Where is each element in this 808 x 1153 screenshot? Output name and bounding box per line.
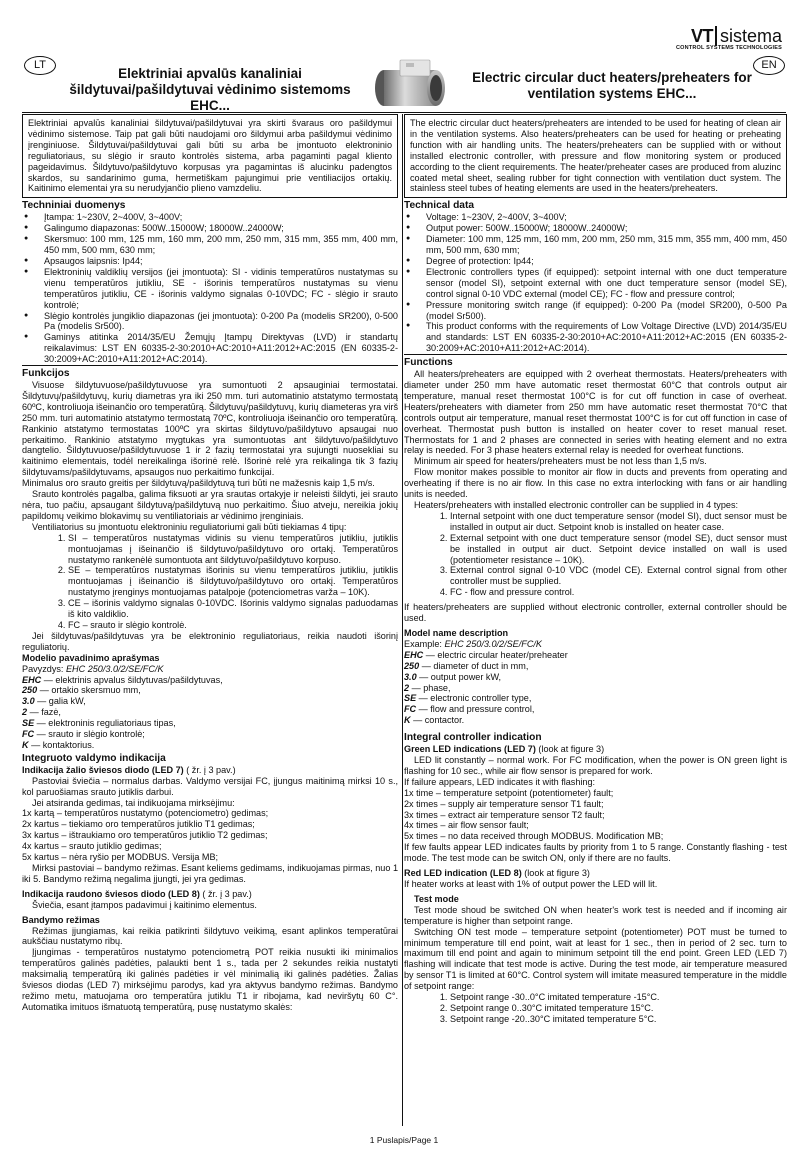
model-item [404, 650, 787, 661]
paragraph: 1x time – temperature setpoint (potentiometer) fault; [404, 787, 614, 798]
model-value: — elektrinis apvalus šildytuvas/pašildytuvas, [41, 674, 223, 685]
paragraph: 5x kartus – nėra ryšio per MODBUS. Versija MB; [22, 852, 219, 863]
list-item: ● Pressure monitoring switch range (if equipped): 0-200 Pa (model SR200), 0-500 Pa (model Sr500). [426, 300, 787, 322]
model-title-lt: Modelio pavadinimo aprašymas [22, 652, 160, 663]
duct-heater-image [372, 54, 452, 112]
section-title-indication-en: Integral controller indication [404, 732, 542, 744]
section-title-func-en: Functions [404, 357, 453, 369]
lang-badge-en: EN [753, 56, 785, 75]
list-item: 1. Setpoint range -30..0°C imitated temperature -15°C. [450, 992, 787, 1003]
model-key: 2 [22, 707, 28, 718]
list-item: ● Elektroninių valdiklių versijos (jei įmontuota): SI - vidinis temperatūros nustatymas su vienu temperatūros jutikliu, SE - išorinis temperatūros nustatymas su vienu temperatūros jutikliu, CE - išorinis valdymo signalas 0-10VDC; FC - slėgio ir srauto kontrolė; [44, 267, 398, 311]
model-key: K [404, 715, 411, 726]
list-item: ● Skersmuo: 100 mm, 125 mm, 160 mm, 200 mm, 250 mm, 315 mm, 355 mm, 400 mm, 450 mm, 500 mm, 630 mm; [44, 234, 398, 256]
paragraph: Režimas įjungiamas, kai reikia patikrinti šildytuvo veikimą, esant aplinkos temperatūrai aukščiau nustatymo ribų. [22, 925, 398, 947]
model-example-value: EHC 250/3.0/2/SE/FC/K [65, 663, 164, 674]
model-key: 2 [404, 682, 410, 693]
column-lt [22, 114, 398, 1013]
paragraph: Flow monitor makes possible to monitor air flow in ducts and prevents from operating and overheating if there is no air flow. In this case no extra interlocking with fans or air handling units is needed. [404, 467, 787, 500]
list-item: ● Galingumo diapazonas: 500W..15000W; 18000W..24000W; [44, 223, 398, 234]
model-item [22, 675, 398, 686]
list-item: ● Įtampa: 1~230V, 2~400V, 3~400V; [44, 212, 398, 223]
model-value: — elektroninis reguliatoriaus tipas, [34, 718, 176, 729]
list-item: 3. Setpoint range -20..30°C imitated temperature 5°C. [450, 1014, 787, 1025]
paragraph: 4x times – air flow sensor fault; [404, 820, 529, 831]
list-item: ● This product conforms with the requirements of Low Voltage Directive (LVD) 2014/35/EU and standards: LST EN 60335-2-30:2010+AC:2010+A11:2012+AC:2015 (EN 60335-2-30:2009+AC:2010+A11:2012+AC:2014). [426, 321, 787, 354]
list-item: ● Output power: 500W..15000W; 18000W..24000W; [426, 223, 787, 234]
green-led-ref: (look at figure 3) [535, 744, 605, 755]
list-item: 1. SI – temperatūros nustatymas vidinis su vienu temperatūros jutikliu, jutiklis montuojamas į išeinančio iš šildytuvo/pašildytuvo oro ortakį. Temperatūros nustatymo rankenėlė sumontuota ant šildytuvo/pašildytuvo korpuso. [68, 533, 398, 566]
paragraph: Switching ON test mode – temperature setpoint (potentiometer) POT must be turned to minimum temperature till end point, wait at least for 1 sec., then in period of 2 sec. turn to maximum till end point and again to minimum setpoint till the end point. Green LED (LED 7) flashing will indicate that test mode is active. During the test mode, air temperature measured by sensor T1 is limited at 60°C. Control system will imitate measured temperature in the middle of setpoint range: [404, 926, 787, 992]
paragraph: Srauto kontrolės pagalba, galima fiksuoti ar yra srautas ortakyje ir neleisti šildyti, jei srauto nėra, tuo pačiu, apsaugant šildytuvą/pašildytuvą nuo perkaitimo. Šiuo atveju, nereikia jokių papildomų veikimo blokavimų su ventiliatoriais ar vėdinimo įrenginiais. [22, 489, 398, 521]
paragraph: Įjungimas - temperatūros nustatymo potenciometrą POT reikia nusukti iki minimalios temperatūros galinės padėties, palaukti bent 1 s., tada per 2 sekundes reikia nustatyti maksimalią temperatūrą iki galinės padėties ir vėl minimalią iki galinės padėties. Žalias šviesos diodas (LED 7) mirksėjimu parodys, kad yra aktyvus bandymo režimas. Bandymo režimo metu, matuojama oro temperatūra jutiklu T1 ir ribojama, kad neviršytų 60 C°. Automatika imituos išmatuotą temperatūrą, pusę nustatymo skalės: [22, 947, 398, 1012]
model-value: — output power kW, [416, 671, 502, 682]
model-key: 3.0 [404, 671, 417, 682]
green-led-ref: ( žr. į 3 pav.) [183, 764, 236, 775]
paragraph: Mirksi pastoviai – bandymo režimas. Esant keliems gedimams, indikuojamas pirmas, nuo 1 iki 5. Bandymo režimą negalima įjungti, jei yra gedimas. [22, 863, 398, 884]
model-value: — electronic controller type, [416, 693, 532, 704]
model-value: — flow and pressure control, [416, 704, 535, 715]
list-item: ● Degree of protection: Ip44; [426, 256, 787, 267]
title-lt [60, 66, 360, 114]
list-item: 3. CE – išorinis valdymo signalas 0-10VDC. Išorinis valdymo signalas paduodamas iš kito valdiklio. [68, 598, 398, 620]
model-value: — fazė, [27, 707, 61, 718]
model-item [404, 661, 787, 672]
list-item: ● Gaminys atitinka 2014/35/EU Žemųjų Įtampų Direktyvas (LVD) ir standartų reikalavimus: LST EN 60335-2-30:2010+AC:2010+A11:2012+AC:2015 (EN 60335-2-30:2009+AC:2010+A11:2012+AC:2014). [44, 332, 398, 365]
model-key: FC [404, 704, 417, 715]
list-item: ● Slėgio kontrolės jungiklio diapazonas (jei įmontuota): 0-200 Pa (modelis SR200), 0-500 Pa (modelis Sr500). [44, 311, 398, 333]
list-item: 4. FC - flow and pressure control. [450, 587, 787, 598]
section-title-func-lt: Funkcijos [22, 368, 70, 380]
model-example-en [404, 639, 787, 650]
list-item: ● Voltage: 1~230V, 2~400V, 3~400V; [426, 212, 787, 223]
model-value: — diameter of duct in mm, [419, 660, 529, 671]
model-item [22, 685, 398, 696]
section-title-tech-lt: Techniniai duomenys [22, 200, 126, 212]
test-mode-title-lt: Bandymo režimas [22, 914, 100, 925]
model-title-en: Model name description [404, 627, 509, 638]
red-led-title: Red LED indication (LED 8) [404, 868, 522, 879]
model-example-label: Example: [404, 638, 445, 649]
model-item [404, 693, 787, 704]
controller-types-en [404, 511, 787, 598]
model-key: EHC [404, 649, 424, 660]
model-key: SE [404, 693, 417, 704]
list-item: 2. SE – temperatūros nustatymas išorinis su vienu temperatūros jutikliu, jutiklis montuojamas į išeinančio iš šildytuvo/pašildytuvo oro ortakį. Temperatūros nustatymo įrenginys montuojamas patalpoje (potenciometras varža – 10K). [68, 565, 398, 598]
model-value: — phase, [409, 682, 451, 693]
model-key: 3.0 [22, 696, 35, 707]
setpoint-ranges-en [404, 992, 787, 1025]
model-key: SE [22, 718, 35, 729]
list-item: 4. FC – srauto ir slėgio kontrolė. [68, 620, 398, 631]
list-item: ● Apsaugos laipsnis: Ip44; [44, 256, 398, 267]
model-value: — electric circular heater/preheater [423, 649, 568, 660]
red-led-title-lt [22, 889, 398, 900]
title-en-line1: Electric circular duct heaters/preheaters for [472, 70, 752, 85]
paragraph: 2x kartus – tiekiamo oro temperatūros jutiklio T1 gedimas; [22, 819, 255, 830]
model-value: — galia kW, [34, 696, 86, 707]
paragraph: 4x kartus – srauto jutiklio gedimas; [22, 841, 162, 852]
paragraph: If heater works at least with 1% of output power the LED will lit. [404, 879, 658, 889]
model-value: — contactor. [410, 715, 465, 726]
test-mode-title-en: Test mode [414, 893, 459, 904]
model-item [22, 696, 398, 707]
paragraph: Jei šildytuvas/pašildytuvas yra be elektroninio reguliatoriaus, reikia naudoti išorinį reguliatorių. [22, 630, 398, 652]
model-item [404, 672, 787, 683]
paragraph: Šviečia, esant įtampos padavimui į kaitinimo elementus. [32, 899, 257, 910]
title-en [454, 70, 770, 102]
logo-vt: VT [690, 26, 713, 46]
model-item [404, 715, 787, 726]
model-value: — ortakio skersmuo mm, [37, 685, 141, 696]
logo-sistema: sistema [715, 26, 782, 46]
red-led-title-en [404, 868, 787, 879]
tech-list-en [404, 212, 787, 354]
model-item [404, 683, 787, 694]
paragraph: Heaters/preheaters with installed electronic controller can be supplied in 4 types: [414, 500, 739, 510]
company-logo [676, 26, 782, 51]
model-item [22, 740, 398, 751]
paragraph: All heaters/preheaters are equipped with 2 overheat thermostats. Heaters/preheaters with diameter under 250 mm have automatic reset thermostat 60°C that controls output air temperature, manual reset thermostat 100°C is for cut off function in case of overheat. Heaters/preheaters with diameter from 250 mm have automatic reset thermostat 70°C that controls output air temperature, manual reset thermostat 100°C is for cut off function in case of overheat. Thermostat push button is installed on heater cover to reset manual reset. Thermostats for 1 and 2 phases are connected in series with heating element and no extra relay is needed. For 3 phase heaters external relay is needed for overheat functions. [404, 369, 787, 456]
model-item [404, 704, 787, 715]
red-led-title: Indikacija raudono šviesos diodo (LED 8) [22, 888, 200, 899]
intro-en: The electric circular duct heaters/preheaters are intended to be used for heating of clean air in the ventilation systems. Also heaters/preheaters can be used for heating or preheating function with air handling units. The heaters/preheaters can be supplied with or without installed electronic controller, with pressure and flow monitoring system or produced according to the client requirements. The heater/preheater cases are produced from aluzinc coated metal sheet, sealing rubber for tight connection with ventilation duct system. The stainless steel tubes of heating elements are used in the heaters/preheaters. [404, 114, 787, 198]
title-en-line2: ventilation systems EHC... [527, 86, 697, 101]
list-item: 2. Setpoint range 0..30°C imitated temperature 15°C. [450, 1003, 787, 1014]
model-value: — kontaktorius. [28, 739, 95, 750]
model-key: 250 [22, 685, 38, 696]
model-key: EHC [22, 674, 42, 685]
paragraph: 2x times – supply air temperature sensor T1 fault; [404, 798, 604, 809]
header-divider [22, 112, 786, 113]
green-led-title-lt [22, 765, 398, 776]
logo-subtitle: CONTROL SYSTEMS TECHNOLOGIES [675, 45, 782, 51]
column-en [404, 114, 787, 1025]
list-item: 2. External setpoint with one duct temperature sensor (model SE), duct sensor must be installed in output air duct. Setpoint device installed on wall is used (potentiometer resistance – 10K). [450, 533, 787, 566]
lang-badge-lt: LT [24, 56, 56, 75]
model-item [22, 729, 398, 740]
paragraph: Pastoviai šviečia – normalus darbas. Valdymo versijai FC, įjungus maitinimą mirksi 10 s., kol paruošiamas srauto jutiklis darbui. [22, 775, 398, 797]
model-example-value: EHC 250/3.0/2/SE/FC/K [444, 638, 542, 649]
green-led-title: Green LED indications (LED 7) [404, 744, 536, 755]
paragraph: Ventiliatorius su įmontuotu elektroniniu reguliatoriumi gali būti tiekiamas 4 tipų: [32, 521, 347, 532]
column-divider [402, 114, 403, 1126]
paragraph: 3x times – extract air temperature sensor T2 fault; [404, 809, 605, 820]
paragraph: Test mode shoud be switched ON when heater's work test is needed and if incoming air temperature is higher than setpoint range. [404, 904, 787, 926]
section-title-indication-lt: Integruoto valdymo indikacija [22, 752, 166, 764]
paragraph: LED lit constantly – normal work. For FC modification, when the power is ON green light is flashing for 10 sec., while air flow sensor is prepared for work. [404, 755, 787, 776]
paragraph: If heaters/preheaters are supplied without electronic controller, external controller should be used. [404, 602, 787, 624]
green-led-title-en [404, 744, 787, 755]
model-value: — srauto ir slėgio kontrolė; [34, 729, 145, 740]
list-item: 1. Internal setpoint with one duct temperature sensor (model SI), duct sensor must be installed in output air duct. Setpoint knob is installed on heater case. [450, 511, 787, 533]
red-led-ref: (look at figure 3) [521, 868, 590, 879]
title-lt-line2: šildytuvai/pašildytuvai vėdinimo sistemoms EHC... [69, 82, 351, 113]
red-led-ref: ( žr. į 3 pav.) [199, 888, 252, 899]
section-title-tech-en: Technical data [404, 200, 475, 212]
paragraph: 3x kartus – ištraukiamo oro temperatūros jutiklio T2 gedimas; [22, 830, 268, 841]
model-key: 250 [404, 660, 420, 671]
page-footer: 1 Puslapis/Page 1 [369, 1135, 439, 1145]
model-example-lt [22, 664, 398, 675]
model-example-label: Pavyzdys: [22, 663, 66, 674]
model-key: FC [22, 729, 35, 740]
list-item: 3. External control signal 0-10 VDC (model CE). External control signal from other controller must be supplied. [450, 565, 787, 587]
intro-lt: Elektriniai apvalūs kanaliniai šildytuvai/pašildytuvai yra skirti švarаus oro pašildymui vėdinimo sistemose. Taip pat gali būti naudojami oro šildymui arba pašildymui vėdinimo įrenginiuose. Šildytuvai/pašildytuvai gali būti su arba be įmontuoto elektroninio reguliatoriaus, su slėgio ir srauto kontrolės sistema, arba pagaminti pagal kliento pageidavimus. Šildytuvo/pašildytuvo korpusas yra pagamintas iš alucinku padengtos skardos, su sandarinimo guma, hermetiškam pajungimui prie ventiliacijos ortakių. Kaitinimo elementai yra su nerudyjančio plieno vamzdeliu. [22, 114, 398, 198]
model-item [22, 707, 398, 718]
paragraph: If few faults appear LED indicates faults by priority from 1 to 5 range. Constantly flashing - test mode. The test mode can be switch ON, only if there are no faults. [404, 842, 787, 864]
green-led-title: Indikacija žalio šviesos diodo (LED 7) [22, 764, 184, 775]
controller-types-lt [22, 533, 398, 631]
list-item: ● Diameter: 100 mm, 125 mm, 160 mm, 200 mm, 250 mm, 315 mm, 355 mm, 400 mm, 450 mm, 500 mm, 630 mm; [426, 234, 787, 256]
model-key: K [22, 739, 29, 750]
tech-list-lt [22, 212, 398, 365]
model-item [22, 718, 398, 729]
paragraph: Visuose šildytuvuose/pašildytuvuose yra sumontuoti 2 apsauginiai termostatai. Šildytuvų/pašildytuvų, kurių diametras yra iki 250 mm. turi automatinio atstatymo termostatą 60ºC, kontroliuoja išeinančio oro temperatūrą. Šildytuvų/pašildytuvų, kurių diameteras yra virš 250 mm. turi automatinio atstatymo termostatą 70ºC, kontroliuoja išeinančio oro temperatūrą. Rankinio atstatymo termostatas 100ºC yra skirtas šildytuvo/pašildytuvo apsaugai nuo perkaitimo. Rankinio atstatymo mygtukas yra sumontuotas ant šildytuvo/pašildytuvo dangtelio. Šildytuvuose/pašildytuvuose 1 ir 2 fazių termostatai yra sujungti nuosekliai su kaitinimo elementais, todėl nereikalinga išorinė relė. Išorinė relė yra reikalinga tik 3 fazių šildytuvams/pašildytuvams, apsaugos nuo perkaitimo funkcijai. [22, 380, 398, 478]
paragraph: 5x times – no data received through MODBUS. Modification MB; [404, 831, 664, 842]
title-lt-line1: Elektriniai apvalūs kanaliniai [118, 66, 302, 81]
paragraph: Minimum air speed for heaters/preheaters must be not less than 1,5 m/s. [414, 456, 707, 467]
paragraph: If failure appears, LED indicates it with flashing: [404, 776, 596, 787]
paragraph: 1x kartą – temperatūros nustatymo (potenciometro) gedimas; [22, 808, 269, 819]
paragraph: Jei atsiranda gedimas, tai indikuojama mirksėjimu: [32, 797, 235, 808]
paragraph: Minimalus oro srauto greitis per šildytuvą/pašildytuvą turi būti ne mažesnis kaip 1,5 m/s. [22, 478, 375, 489]
list-item: ● Electronic controllers types (if equipped): setpoint internal with one duct temperature sensor (model SI), setpoint external with one duct temperature sensor (model SE), control signal 0-10 VDC external (model CE); FC - flow and pressure control; [426, 267, 787, 300]
